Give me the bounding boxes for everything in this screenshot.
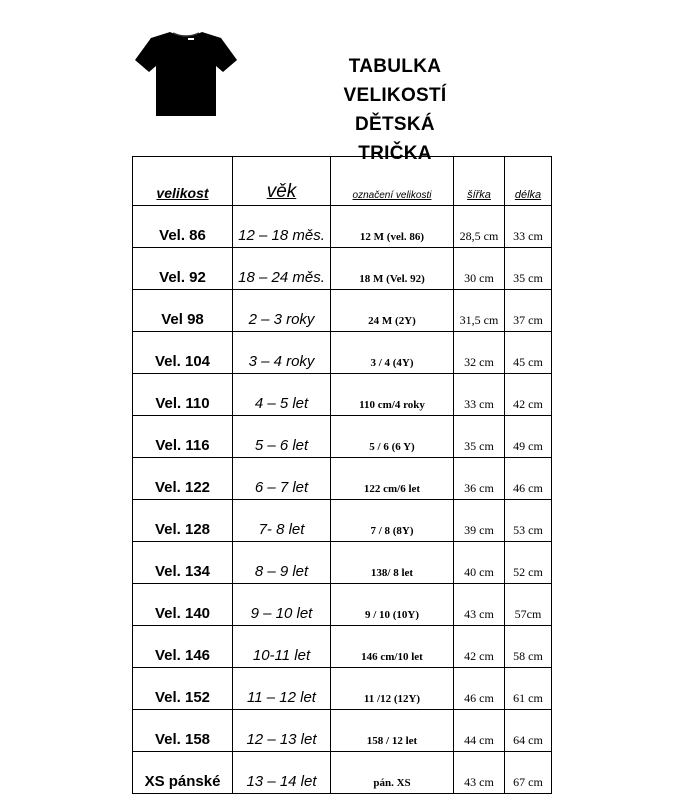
- cell-age: [233, 542, 331, 584]
- cell-size-code-text: 5 / 6 (6 Y): [369, 441, 415, 453]
- cell-size-text: Vel. 128: [154, 521, 211, 538]
- cell-size-code: [331, 416, 454, 458]
- table-row: [133, 332, 552, 374]
- tshirt-icon: [133, 26, 239, 118]
- title-line-2: VELIKOSTÍ: [343, 85, 447, 106]
- cell-size-code: [331, 206, 454, 248]
- cell-length: [505, 626, 552, 668]
- cell-size-code-text: 18 M (Vel. 92): [359, 273, 425, 285]
- cell-length: [505, 248, 552, 290]
- cell-size-code: [331, 542, 454, 584]
- cell-size-code-text: 138/ 8 let: [370, 567, 414, 579]
- cell-width-text: 30 cm: [464, 271, 494, 285]
- cell-size-code-text: 146 cm/10 let: [361, 651, 423, 663]
- header-age: [233, 157, 331, 206]
- cell-width: [454, 458, 505, 500]
- cell-width: [454, 332, 505, 374]
- cell-width: [454, 248, 505, 290]
- cell-length-text: 37 cm: [513, 313, 543, 327]
- header-size: [133, 157, 233, 206]
- cell-size-code-text: 12 M (vel. 86): [359, 231, 425, 243]
- cell-size-code: [331, 248, 454, 290]
- cell-width: [454, 206, 505, 248]
- cell-size-code-text: 122 cm/6 let: [363, 483, 421, 495]
- cell-width-text: 44 cm: [464, 733, 494, 747]
- cell-size-text: Vel. 116: [155, 437, 210, 454]
- cell-age: [233, 458, 331, 500]
- cell-width-text: 36 cm: [464, 481, 494, 495]
- table-row: [133, 668, 552, 710]
- cell-length: [505, 542, 552, 584]
- cell-age-text: 12 – 18 měs.: [238, 227, 325, 244]
- table-row: [133, 752, 552, 794]
- cell-size-code: [331, 584, 454, 626]
- header-length-label: délka: [514, 189, 542, 201]
- table-row: [133, 626, 552, 668]
- header-size-label: velikost: [156, 185, 209, 201]
- cell-width-text: 32 cm: [464, 355, 494, 369]
- cell-width: [454, 542, 505, 584]
- table-row: [133, 248, 552, 290]
- table-row: [133, 374, 552, 416]
- cell-size-text: Vel. 92: [159, 269, 206, 286]
- cell-length: [505, 500, 552, 542]
- cell-width: [454, 374, 505, 416]
- cell-age-text: 5 – 6 let: [254, 437, 309, 454]
- title-line-1: TABULKA: [348, 56, 442, 77]
- header-length: [505, 157, 552, 206]
- cell-width: [454, 668, 505, 710]
- cell-age-text: 4 – 5 let: [254, 395, 309, 412]
- cell-size-code-text: pán. XS: [373, 777, 411, 789]
- cell-age: [233, 752, 331, 794]
- title-line-4: TRIČKA: [358, 143, 432, 164]
- cell-age-text: 6 – 7 let: [254, 479, 309, 496]
- cell-size-code-text: 11 /12 (12Y): [363, 693, 421, 705]
- cell-age-text: 9 – 10 let: [250, 605, 313, 622]
- cell-width: [454, 710, 505, 752]
- cell-size-text: Vel 98: [161, 311, 204, 328]
- cell-age: [233, 416, 331, 458]
- cell-length: [505, 752, 552, 794]
- cell-width-text: 43 cm: [464, 607, 494, 621]
- cell-size: [133, 248, 233, 290]
- cell-size-text: Vel. 110: [155, 395, 210, 412]
- cell-length-text: 57cm: [514, 607, 542, 621]
- cell-length-text: 61 cm: [513, 691, 543, 705]
- size-table: [132, 156, 552, 794]
- cell-size-code-text: 3 / 4 (4Y): [370, 357, 414, 369]
- cell-size-text: Vel. 158: [154, 731, 211, 748]
- cell-size-code-text: 158 / 12 let: [366, 735, 418, 747]
- cell-width-text: 39 cm: [464, 523, 494, 537]
- cell-length-text: 45 cm: [513, 355, 543, 369]
- cell-age: [233, 206, 331, 248]
- cell-length: [505, 584, 552, 626]
- cell-length: [505, 206, 552, 248]
- cell-length-text: 49 cm: [513, 439, 543, 453]
- cell-width: [454, 290, 505, 332]
- cell-size-code: [331, 500, 454, 542]
- cell-width-text: 42 cm: [464, 649, 494, 663]
- cell-length-text: 53 cm: [513, 523, 543, 537]
- cell-width: [454, 752, 505, 794]
- table-row: [133, 710, 552, 752]
- cell-width-text: 33 cm: [464, 397, 494, 411]
- cell-length-text: 35 cm: [513, 271, 543, 285]
- cell-size-code: [331, 626, 454, 668]
- cell-size-text: Vel. 134: [154, 563, 211, 580]
- cell-size-code: [331, 458, 454, 500]
- cell-size: [133, 458, 233, 500]
- cell-width-text: 28,5 cm: [459, 229, 499, 243]
- cell-length-text: 58 cm: [513, 649, 543, 663]
- table-row: [133, 206, 552, 248]
- table-row: [133, 416, 552, 458]
- cell-size: [133, 668, 233, 710]
- cell-width-text: 46 cm: [464, 691, 494, 705]
- cell-size: [133, 542, 233, 584]
- cell-size-code-text: 110 cm/4 roky: [359, 399, 425, 411]
- cell-length: [505, 332, 552, 374]
- cell-length-text: 52 cm: [513, 565, 543, 579]
- cell-size: [133, 374, 233, 416]
- cell-size: [133, 290, 233, 332]
- cell-age-text: 11 – 12 let: [247, 689, 316, 706]
- cell-width: [454, 626, 505, 668]
- cell-size-text: Vel. 122: [154, 479, 211, 496]
- cell-size-text: Vel. 152: [154, 689, 211, 706]
- cell-age-text: 8 – 9 let: [254, 563, 309, 580]
- cell-size: [133, 584, 233, 626]
- cell-size-code-text: 24 M (2Y): [368, 315, 416, 327]
- cell-size: [133, 752, 233, 794]
- cell-length-text: 46 cm: [513, 481, 543, 495]
- table-row: [133, 290, 552, 332]
- cell-width-text: 31,5 cm: [459, 313, 499, 327]
- cell-age-text: 12 – 13 let: [246, 731, 317, 748]
- cell-age: [233, 668, 331, 710]
- table-row: [133, 584, 552, 626]
- cell-age-text: 3 – 4 roky: [248, 353, 315, 370]
- cell-size-code-text: 9 / 10 (10Y): [364, 609, 420, 621]
- cell-size-code: [331, 752, 454, 794]
- cell-size-text: Vel. 146: [154, 647, 211, 664]
- cell-size-text: Vel. 140: [154, 605, 211, 622]
- header-age-label: věk: [266, 181, 297, 202]
- cell-length-text: 67 cm: [513, 775, 543, 789]
- title-line-3: DĚTSKÁ: [355, 114, 435, 135]
- cell-size-text: XS pánské: [144, 773, 221, 790]
- cell-age-text: 13 – 14 let: [246, 773, 317, 790]
- cell-age: [233, 710, 331, 752]
- cell-age: [233, 248, 331, 290]
- cell-size: [133, 500, 233, 542]
- cell-size-text: Vel. 86: [159, 227, 206, 244]
- cell-length-text: 64 cm: [513, 733, 543, 747]
- cell-length-text: 42 cm: [513, 397, 543, 411]
- cell-length: [505, 290, 552, 332]
- cell-length: [505, 374, 552, 416]
- cell-size-code: [331, 668, 454, 710]
- cell-size: [133, 332, 233, 374]
- cell-length: [505, 458, 552, 500]
- cell-width: [454, 416, 505, 458]
- page-title: [320, 52, 470, 168]
- header-width: [454, 157, 505, 206]
- cell-size-text: Vel. 104: [154, 353, 211, 370]
- cell-length: [505, 668, 552, 710]
- cell-width-text: 40 cm: [464, 565, 494, 579]
- cell-width-text: 43 cm: [464, 775, 494, 789]
- cell-size: [133, 626, 233, 668]
- cell-size-code: [331, 710, 454, 752]
- cell-width: [454, 500, 505, 542]
- cell-size-code-text: 7 / 8 (8Y): [370, 525, 414, 537]
- table-header-row: [133, 157, 552, 206]
- header-size-code-label: označení velikosti: [352, 190, 432, 201]
- cell-age-text: 2 – 3 roky: [248, 311, 315, 328]
- cell-size-code: [331, 290, 454, 332]
- cell-size: [133, 710, 233, 752]
- cell-age: [233, 584, 331, 626]
- table-row: [133, 458, 552, 500]
- cell-width-text: 35 cm: [464, 439, 494, 453]
- cell-length-text: 33 cm: [513, 229, 543, 243]
- cell-size-code: [331, 374, 454, 416]
- cell-age-text: 18 – 24 měs.: [238, 269, 325, 286]
- cell-age: [233, 374, 331, 416]
- cell-length: [505, 710, 552, 752]
- table-row: [133, 542, 552, 584]
- header-width-label: šířka: [467, 189, 491, 201]
- cell-age: [233, 500, 331, 542]
- cell-age: [233, 332, 331, 374]
- cell-age: [233, 290, 331, 332]
- cell-width: [454, 584, 505, 626]
- cell-size: [133, 206, 233, 248]
- table-row: [133, 500, 552, 542]
- cell-age-text: 10-11 let: [252, 647, 311, 664]
- cell-age-text: 7- 8 let: [258, 521, 305, 538]
- cell-length: [505, 416, 552, 458]
- cell-size: [133, 416, 233, 458]
- header-size-code: [331, 157, 454, 206]
- cell-age: [233, 626, 331, 668]
- cell-size-code: [331, 332, 454, 374]
